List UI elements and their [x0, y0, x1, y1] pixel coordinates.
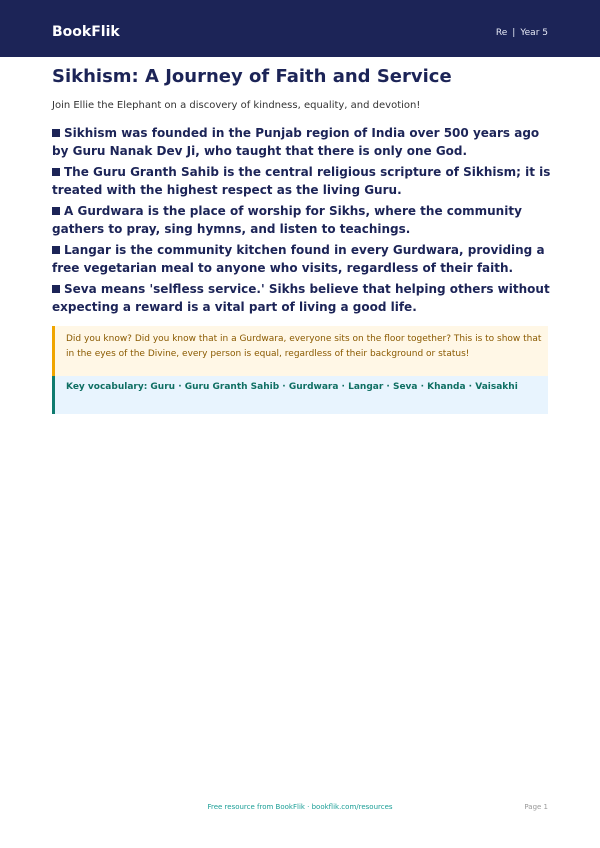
square-bullet-icon — [52, 285, 60, 293]
meta-separator: | — [512, 28, 516, 38]
key-vocabulary-box: Key vocabulary: Guru · Guru Granth Sahib · Gurdwara · Langar · Seva · Khanda · Vaisakhi — [52, 376, 548, 414]
year-label: Year 5 — [520, 28, 548, 38]
fact-text: A Gurdwara is the place of worship for Sikhs, where the community gathers to pray, sing hymns, and listen to teachings. — [52, 204, 522, 236]
subject-label: Re — [495, 28, 508, 38]
square-bullet-icon — [52, 246, 60, 254]
fact-item — [52, 280, 552, 316]
brand-logo-text[interactable]: BookFlik — [52, 24, 120, 40]
fact-text: The Guru Granth Sahib is the central religious scripture of Sikhism; it is treated with the highest respect as the living Guru. — [52, 165, 551, 197]
square-bullet-icon — [52, 129, 60, 137]
subject-year-label — [496, 28, 548, 38]
footer-resource-link[interactable]: Free resource from BookFlik · bookflik.com/resources — [207, 803, 393, 811]
fact-text: Sikhism was founded in the Punjab region of India over 500 years ago by Guru Nanak Dev Ji, who taught that there is only one God. — [52, 126, 540, 158]
fact-item — [52, 241, 552, 277]
intro-text: Join Ellie the Elephant on a discovery of kindness, equality, and devotion! — [52, 100, 421, 111]
fact-item — [52, 124, 552, 160]
page-header — [0, 0, 600, 57]
page-title: Sikhism: A Journey of Faith and Service — [52, 66, 452, 87]
did-you-know-callout: Did you know? Did you know that in a Gurdwara, everyone sits on the floor together? This is to show that in the eyes of the Divine, every person is equal, regardless of their background or status! — [52, 326, 548, 376]
page-number: Page 1 — [524, 803, 548, 811]
fact-text: Langar is the community kitchen found in every Gurdwara, providing a free vegetarian meal to anyone who visits, regardless of their faith. — [52, 243, 545, 275]
square-bullet-icon — [52, 168, 60, 176]
fact-item — [52, 202, 552, 238]
fact-list — [52, 124, 552, 319]
square-bullet-icon — [52, 207, 60, 215]
fact-item — [52, 163, 552, 199]
fact-text: Seva means 'selfless service.' Sikhs believe that helping others without expecting a reward is a vital part of living a good life. — [52, 282, 550, 314]
